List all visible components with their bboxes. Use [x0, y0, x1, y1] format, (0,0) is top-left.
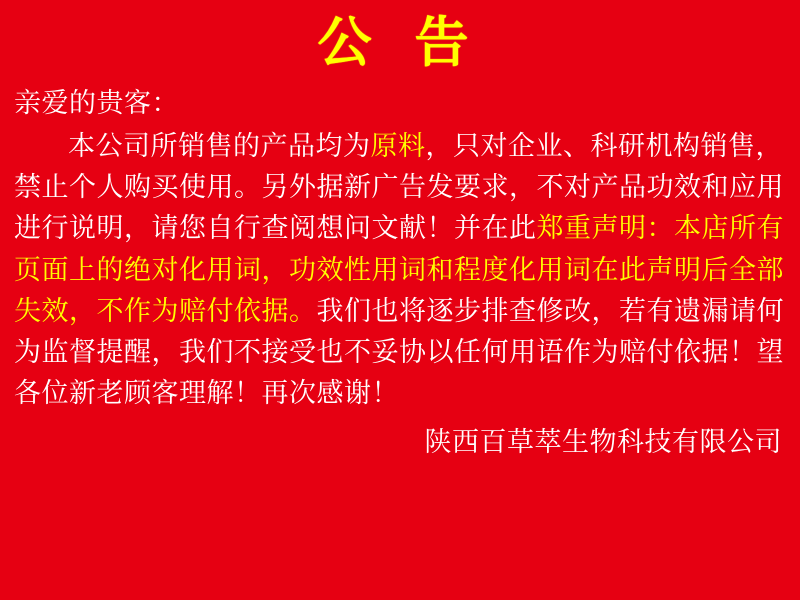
body-highlight-declaration: 郑重声明：本店所有页面上的绝对化用词，功效性用词和程度化用词在此声明后全部失效，不作为赔付依据。	[14, 213, 784, 326]
salutation: 亲爱的贵客：	[14, 88, 179, 119]
body-segment-3: ，只对企业、科研机构销售，禁止个人购买使用。另外据新广告发要求，不对产品功效和应用进行说明，请您自行查阅想问文献！并在此	[14, 131, 784, 244]
body-segment-5: 我们也将逐步排查修改，若有遗漏请何为监督提醒，我们不接受也不妥协以任何用语作为赔付依据！望各位新老顾客理解！再次感谢！	[14, 295, 784, 408]
announcement-body	[0, 73, 800, 413]
announcement-paragraph	[14, 126, 786, 413]
company-signature: 陕西百草萃生物科技有限公司	[424, 426, 782, 457]
body-segment-1: 本公司所销售的产品均为	[68, 131, 371, 162]
page-title: 公 告	[317, 13, 483, 73]
body-highlight-raw-material: 原料	[370, 131, 426, 162]
